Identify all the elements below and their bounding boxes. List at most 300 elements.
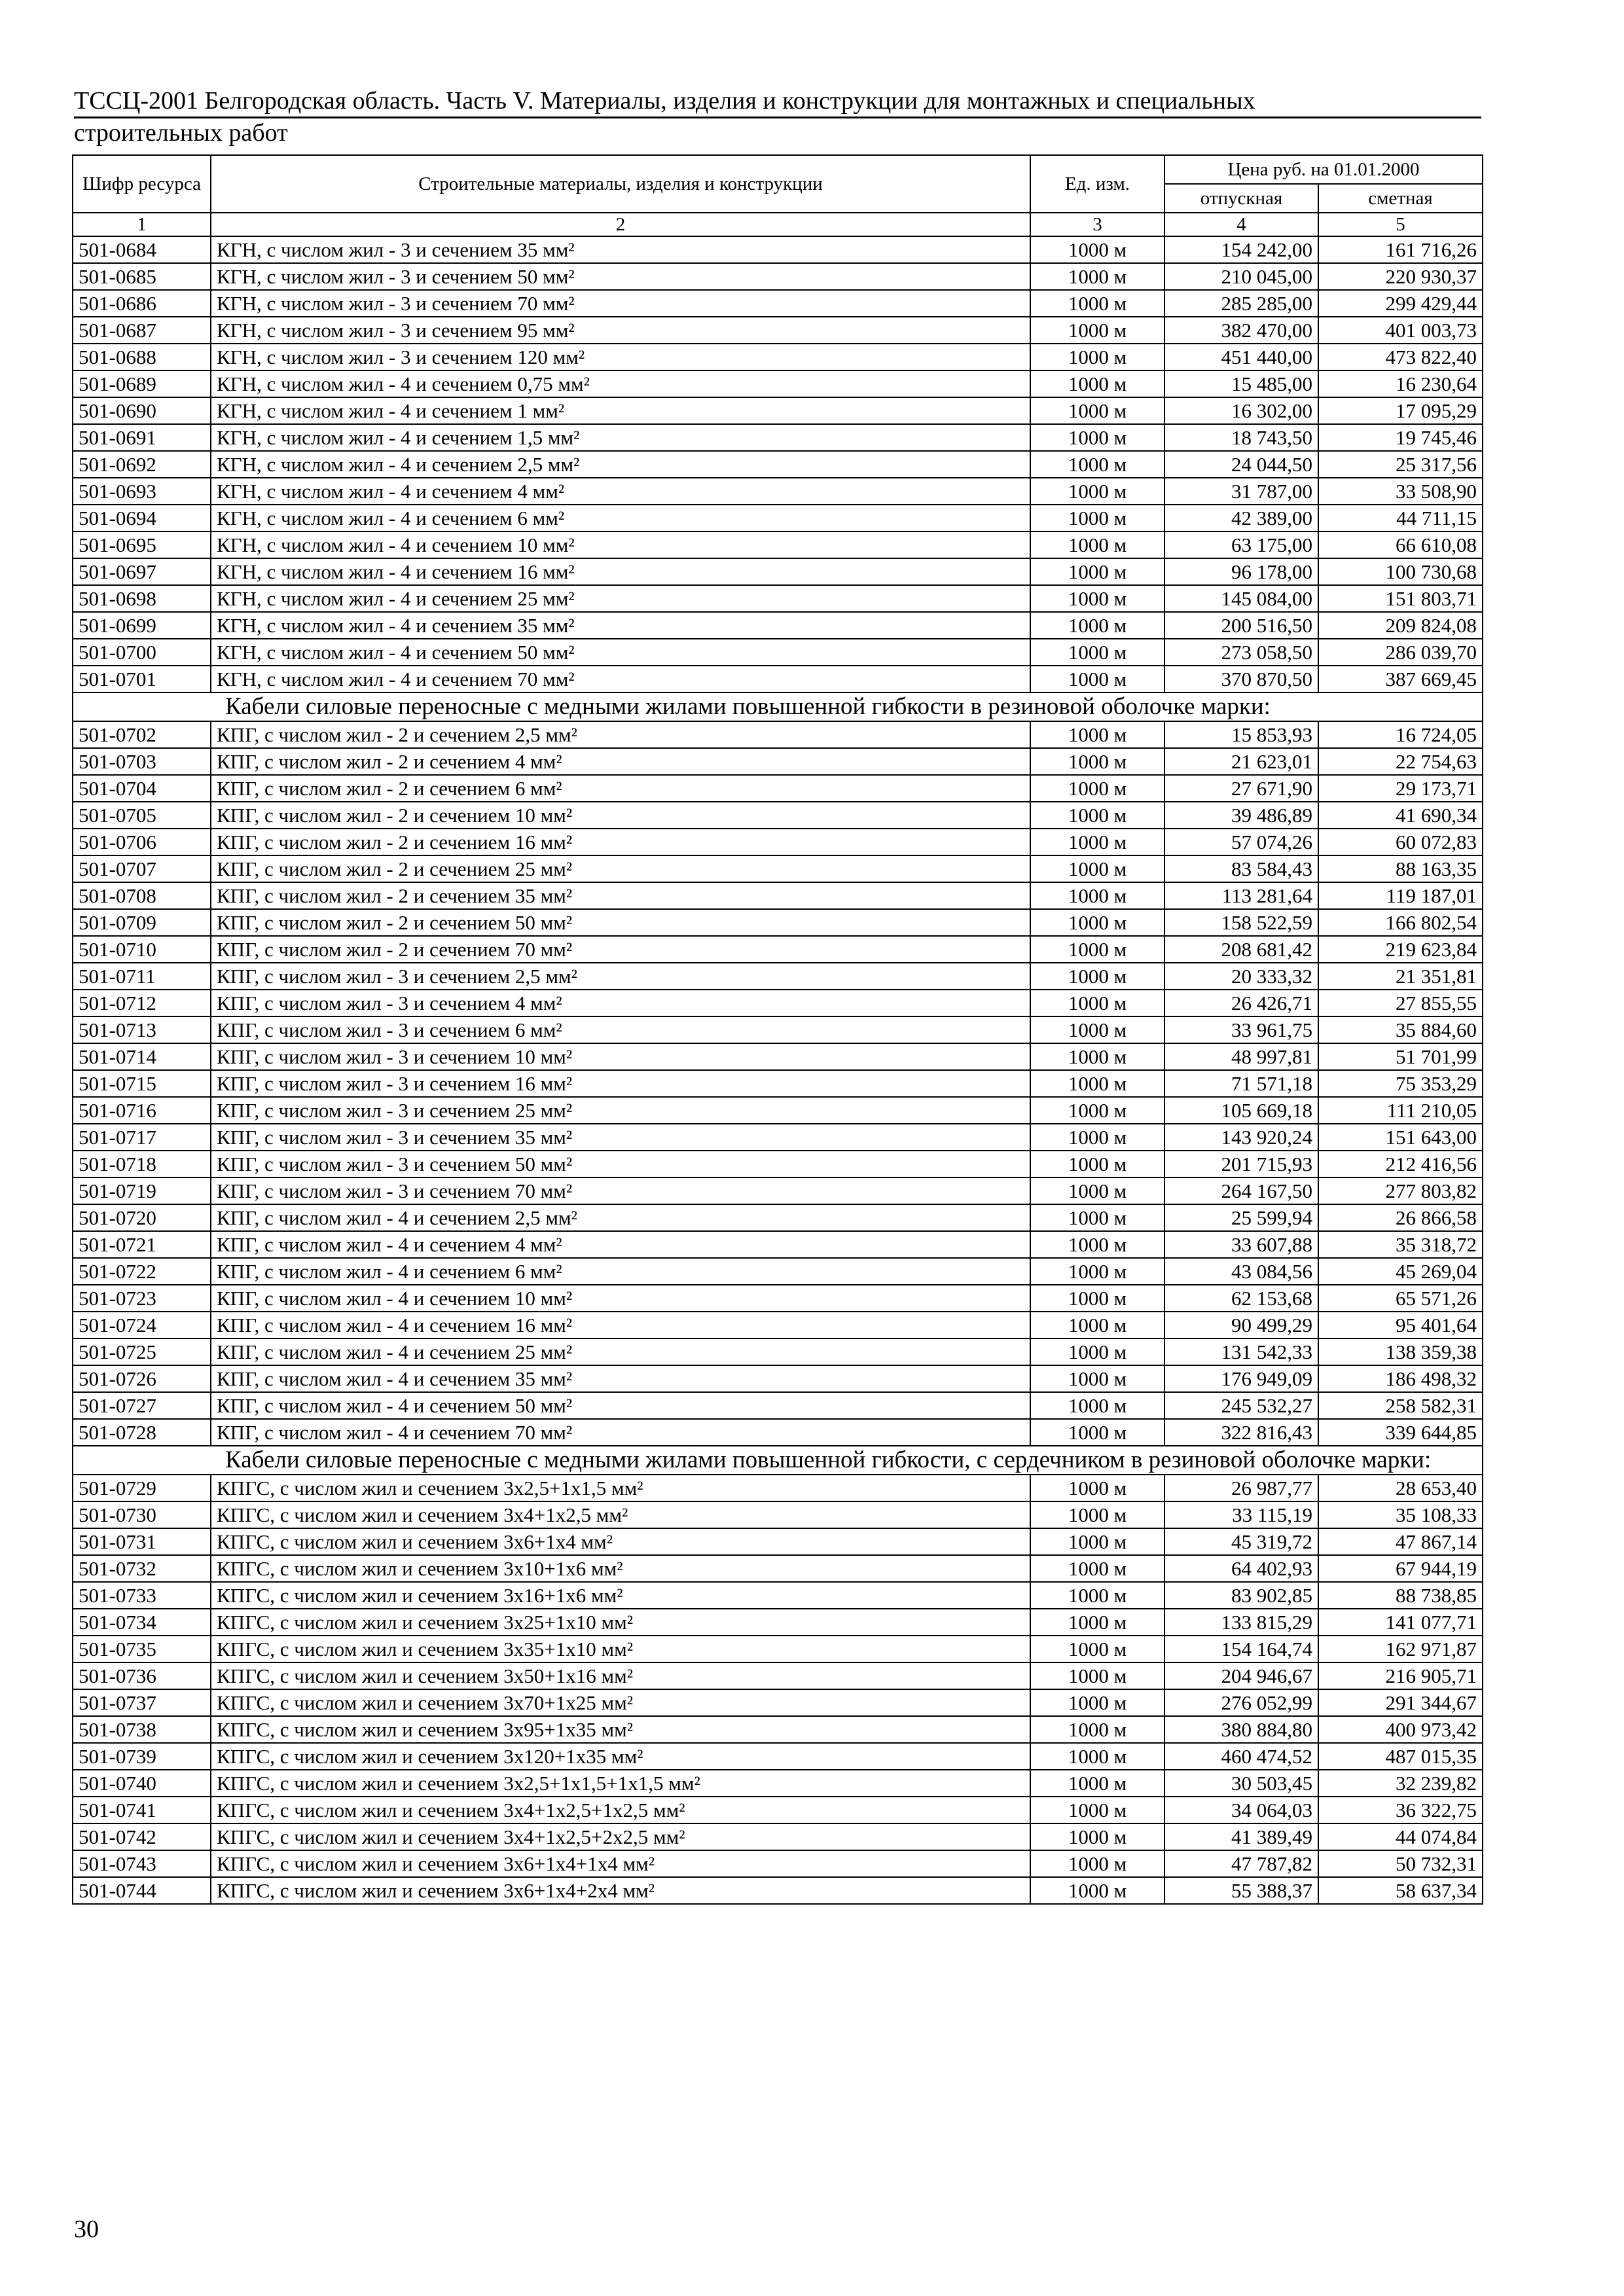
estimate-price-cell: 16 230,64 bbox=[1318, 370, 1483, 397]
material-name-cell: КПГС, с числом жил и сечением 3х35+1х10 мм² bbox=[211, 1636, 1030, 1662]
unit-cell: 1000 м bbox=[1030, 317, 1164, 344]
unit-cell: 1000 м bbox=[1030, 963, 1164, 990]
release-price-cell: 24 044,50 bbox=[1164, 451, 1318, 478]
release-price-cell: 57 074,26 bbox=[1164, 829, 1318, 855]
release-price-cell: 20 333,32 bbox=[1164, 963, 1318, 990]
resource-code-cell: 501-0705 bbox=[73, 802, 211, 829]
table-row bbox=[73, 990, 1483, 1016]
section-title: Кабели силовые переносные с медными жилами повышенной гибкости в резиновой оболочке марки: bbox=[73, 692, 1483, 721]
resource-code-cell: 501-0743 bbox=[73, 1850, 211, 1877]
unit-cell: 1000 м bbox=[1030, 639, 1164, 666]
unit-cell: 1000 м bbox=[1030, 1528, 1164, 1555]
estimate-price-cell: 21 351,81 bbox=[1318, 963, 1483, 990]
estimate-price-cell: 67 944,19 bbox=[1318, 1555, 1483, 1582]
release-price-cell: 33 115,19 bbox=[1164, 1501, 1318, 1528]
table-row bbox=[73, 1797, 1483, 1823]
estimate-price-cell: 88 163,35 bbox=[1318, 855, 1483, 882]
estimate-price-cell: 166 802,54 bbox=[1318, 909, 1483, 936]
material-name-cell: КПГ, с числом жил - 2 и сечением 70 мм² bbox=[211, 936, 1030, 963]
table-row bbox=[73, 1097, 1483, 1124]
release-price-cell: 264 167,50 bbox=[1164, 1177, 1318, 1204]
unit-cell: 1000 м bbox=[1030, 666, 1164, 692]
unit-cell: 1000 м bbox=[1030, 1070, 1164, 1097]
column-number: 2 bbox=[211, 213, 1030, 236]
unit-cell: 1000 м bbox=[1030, 1312, 1164, 1338]
release-price-cell: 34 064,03 bbox=[1164, 1797, 1318, 1823]
resource-code-cell: 501-0699 bbox=[73, 612, 211, 639]
material-name-cell: КПГ, с числом жил - 4 и сечением 16 мм² bbox=[211, 1312, 1030, 1338]
table-row bbox=[73, 1419, 1483, 1446]
unit-cell: 1000 м bbox=[1030, 1555, 1164, 1582]
estimate-price-cell: 58 637,34 bbox=[1318, 1877, 1483, 1904]
material-name-cell: КПГС, с числом жил и сечением 3х95+1х35 мм² bbox=[211, 1716, 1030, 1743]
document-subtitle: строительных работ bbox=[74, 119, 288, 147]
release-price-cell: 15 485,00 bbox=[1164, 370, 1318, 397]
unit-cell: 1000 м bbox=[1030, 290, 1164, 317]
material-name-cell: КПГ, с числом жил - 3 и сечением 2,5 мм² bbox=[211, 963, 1030, 990]
unit-cell: 1000 м bbox=[1030, 829, 1164, 855]
resource-code-cell: 501-0712 bbox=[73, 990, 211, 1016]
material-name-cell: КПГ, с числом жил - 3 и сечением 25 мм² bbox=[211, 1097, 1030, 1124]
release-price-cell: 201 715,93 bbox=[1164, 1151, 1318, 1177]
table-row bbox=[73, 424, 1483, 451]
table-row bbox=[73, 397, 1483, 424]
resource-code-cell: 501-0742 bbox=[73, 1823, 211, 1850]
table-row bbox=[73, 1285, 1483, 1312]
material-name-cell: КПГ, с числом жил - 3 и сечением 35 мм² bbox=[211, 1124, 1030, 1151]
table-row bbox=[73, 1501, 1483, 1528]
table-row bbox=[73, 1365, 1483, 1392]
table-row bbox=[73, 936, 1483, 963]
release-price-cell: 16 302,00 bbox=[1164, 397, 1318, 424]
material-name-cell: КПГ, с числом жил - 2 и сечением 25 мм² bbox=[211, 855, 1030, 882]
release-price-cell: 41 389,49 bbox=[1164, 1823, 1318, 1850]
estimate-price-cell: 35 318,72 bbox=[1318, 1231, 1483, 1258]
column-number: 1 bbox=[73, 213, 211, 236]
release-price-cell: 208 681,42 bbox=[1164, 936, 1318, 963]
table-row bbox=[73, 1177, 1483, 1204]
estimate-price-cell: 33 508,90 bbox=[1318, 478, 1483, 505]
resource-code-cell: 501-0732 bbox=[73, 1555, 211, 1582]
unit-cell: 1000 м bbox=[1030, 370, 1164, 397]
estimate-price-cell: 277 803,82 bbox=[1318, 1177, 1483, 1204]
release-price-cell: 90 499,29 bbox=[1164, 1312, 1318, 1338]
material-name-cell: КПГ, с числом жил - 2 и сечением 2,5 мм² bbox=[211, 721, 1030, 748]
price-table bbox=[72, 154, 1483, 1905]
estimate-price-cell: 138 359,38 bbox=[1318, 1338, 1483, 1365]
table-row bbox=[73, 1070, 1483, 1097]
table-row bbox=[73, 558, 1483, 585]
table-row bbox=[73, 1338, 1483, 1365]
table-row bbox=[73, 236, 1483, 263]
resource-code-cell: 501-0689 bbox=[73, 370, 211, 397]
resource-code-cell: 501-0737 bbox=[73, 1689, 211, 1716]
unit-cell: 1000 м bbox=[1030, 1097, 1164, 1124]
unit-cell: 1000 м bbox=[1030, 1338, 1164, 1365]
table-row bbox=[73, 1475, 1483, 1501]
section-title: Кабели силовые переносные с медными жилами повышенной гибкости, с сердечником в резиновой оболочке марки: bbox=[73, 1446, 1483, 1475]
release-price-cell: 245 532,27 bbox=[1164, 1392, 1318, 1419]
table-row bbox=[73, 829, 1483, 855]
estimate-price-cell: 286 039,70 bbox=[1318, 639, 1483, 666]
resource-code-cell: 501-0724 bbox=[73, 1312, 211, 1338]
unit-cell: 1000 м bbox=[1030, 1475, 1164, 1501]
section-row bbox=[73, 692, 1483, 721]
material-name-cell: КГН, с числом жил - 4 и сечением 35 мм² bbox=[211, 612, 1030, 639]
material-name-cell: КПГС, с числом жил и сечением 3х2,5+1х1,5 мм² bbox=[211, 1475, 1030, 1501]
unit-cell: 1000 м bbox=[1030, 558, 1164, 585]
table-row bbox=[73, 317, 1483, 344]
unit-cell: 1000 м bbox=[1030, 1501, 1164, 1528]
table-row bbox=[73, 612, 1483, 639]
resource-code-cell: 501-0715 bbox=[73, 1070, 211, 1097]
resource-code-cell: 501-0721 bbox=[73, 1231, 211, 1258]
release-price-cell: 63 175,00 bbox=[1164, 531, 1318, 558]
unit-cell: 1000 м bbox=[1030, 612, 1164, 639]
table-row bbox=[73, 1716, 1483, 1743]
table-row bbox=[73, 451, 1483, 478]
resource-code-cell: 501-0690 bbox=[73, 397, 211, 424]
column-number: 4 bbox=[1164, 213, 1318, 236]
release-price-cell: 96 178,00 bbox=[1164, 558, 1318, 585]
unit-cell: 1000 м bbox=[1030, 1204, 1164, 1231]
material-name-cell: КГН, с числом жил - 4 и сечением 10 мм² bbox=[211, 531, 1030, 558]
material-name-cell: КГН, с числом жил - 4 и сечением 16 мм² bbox=[211, 558, 1030, 585]
unit-cell: 1000 м bbox=[1030, 1689, 1164, 1716]
estimate-price-cell: 44 711,15 bbox=[1318, 505, 1483, 531]
unit-cell: 1000 м bbox=[1030, 1124, 1164, 1151]
unit-cell: 1000 м bbox=[1030, 1770, 1164, 1797]
estimate-price-cell: 258 582,31 bbox=[1318, 1392, 1483, 1419]
release-price-cell: 382 470,00 bbox=[1164, 317, 1318, 344]
resource-code-cell: 501-0744 bbox=[73, 1877, 211, 1904]
resource-code-cell: 501-0726 bbox=[73, 1365, 211, 1392]
material-name-cell: КПГС, с числом жил и сечением 3х10+1х6 мм² bbox=[211, 1555, 1030, 1582]
release-price-cell: 45 319,72 bbox=[1164, 1528, 1318, 1555]
material-name-cell: КПГС, с числом жил и сечением 3х4+1х2,5+2х2,5 мм² bbox=[211, 1823, 1030, 1850]
release-price-cell: 285 285,00 bbox=[1164, 290, 1318, 317]
resource-code-cell: 501-0685 bbox=[73, 263, 211, 290]
release-price-cell: 380 884,80 bbox=[1164, 1716, 1318, 1743]
resource-code-cell: 501-0714 bbox=[73, 1043, 211, 1070]
estimate-price-cell: 75 353,29 bbox=[1318, 1070, 1483, 1097]
resource-code-cell: 501-0725 bbox=[73, 1338, 211, 1365]
unit-cell: 1000 м bbox=[1030, 1636, 1164, 1662]
release-price-cell: 131 542,33 bbox=[1164, 1338, 1318, 1365]
estimate-price-cell: 162 971,87 bbox=[1318, 1636, 1483, 1662]
resource-code-cell: 501-0684 bbox=[73, 236, 211, 263]
estimate-price-cell: 209 824,08 bbox=[1318, 612, 1483, 639]
unit-cell: 1000 м bbox=[1030, 478, 1164, 505]
estimate-price-cell: 141 077,71 bbox=[1318, 1609, 1483, 1636]
release-price-cell: 200 516,50 bbox=[1164, 612, 1318, 639]
resource-code-cell: 501-0728 bbox=[73, 1419, 211, 1446]
material-name-cell: КГН, с числом жил - 3 и сечением 95 мм² bbox=[211, 317, 1030, 344]
estimate-price-cell: 161 716,26 bbox=[1318, 236, 1483, 263]
material-name-cell: КПГ, с числом жил - 4 и сечением 10 мм² bbox=[211, 1285, 1030, 1312]
table-row bbox=[73, 639, 1483, 666]
estimate-price-cell: 27 855,55 bbox=[1318, 990, 1483, 1016]
unit-cell: 1000 м bbox=[1030, 936, 1164, 963]
unit-cell: 1000 м bbox=[1030, 263, 1164, 290]
resource-code-cell: 501-0697 bbox=[73, 558, 211, 585]
material-name-cell: КПГС, с числом жил и сечением 3х4+1х2,5+1х2,5 мм² bbox=[211, 1797, 1030, 1823]
release-price-cell: 83 584,43 bbox=[1164, 855, 1318, 882]
release-price-cell: 64 402,93 bbox=[1164, 1555, 1318, 1582]
resource-code-cell: 501-0686 bbox=[73, 290, 211, 317]
estimate-price-cell: 387 669,45 bbox=[1318, 666, 1483, 692]
unit-cell: 1000 м bbox=[1030, 1285, 1164, 1312]
resource-code-cell: 501-0708 bbox=[73, 882, 211, 909]
resource-code-cell: 501-0720 bbox=[73, 1204, 211, 1231]
release-price-cell: 15 853,93 bbox=[1164, 721, 1318, 748]
estimate-price-cell: 32 239,82 bbox=[1318, 1770, 1483, 1797]
table-row bbox=[73, 344, 1483, 370]
release-price-cell: 204 946,67 bbox=[1164, 1662, 1318, 1689]
unit-cell: 1000 м bbox=[1030, 748, 1164, 775]
estimate-price-cell: 400 973,42 bbox=[1318, 1716, 1483, 1743]
material-name-cell: КПГ, с числом жил - 3 и сечением 50 мм² bbox=[211, 1151, 1030, 1177]
resource-code-cell: 501-0723 bbox=[73, 1285, 211, 1312]
release-price-cell: 25 599,94 bbox=[1164, 1204, 1318, 1231]
estimate-price-cell: 47 867,14 bbox=[1318, 1528, 1483, 1555]
resource-code-cell: 501-0692 bbox=[73, 451, 211, 478]
table-row bbox=[73, 909, 1483, 936]
code-column-header: Шифр ресурса bbox=[73, 155, 211, 213]
unit-cell: 1000 м bbox=[1030, 1043, 1164, 1070]
material-name-cell: КПГС, с числом жил и сечением 3х6+1х4 мм² bbox=[211, 1528, 1030, 1555]
estimate-price-cell: 25 317,56 bbox=[1318, 451, 1483, 478]
unit-cell: 1000 м bbox=[1030, 1609, 1164, 1636]
material-name-cell: КПГС, с числом жил и сечением 3х25+1х10 мм² bbox=[211, 1609, 1030, 1636]
section-row bbox=[73, 1446, 1483, 1475]
material-name-cell: КПГ, с числом жил - 4 и сечением 6 мм² bbox=[211, 1258, 1030, 1285]
release-price-cell: 47 787,82 bbox=[1164, 1850, 1318, 1877]
estimate-price-cell: 16 724,05 bbox=[1318, 721, 1483, 748]
release-price-cell: 30 503,45 bbox=[1164, 1770, 1318, 1797]
release-price-cell: 105 669,18 bbox=[1164, 1097, 1318, 1124]
material-name-cell: КГН, с числом жил - 3 и сечением 70 мм² bbox=[211, 290, 1030, 317]
estimate-price-cell: 151 803,71 bbox=[1318, 585, 1483, 612]
resource-code-cell: 501-0700 bbox=[73, 639, 211, 666]
resource-code-cell: 501-0703 bbox=[73, 748, 211, 775]
resource-code-cell: 501-0701 bbox=[73, 666, 211, 692]
table-row bbox=[73, 855, 1483, 882]
estimate-price-cell: 216 905,71 bbox=[1318, 1662, 1483, 1689]
unit-cell: 1000 м bbox=[1030, 397, 1164, 424]
estimate-price-cell: 111 210,05 bbox=[1318, 1097, 1483, 1124]
resource-code-cell: 501-0719 bbox=[73, 1177, 211, 1204]
column-number: 5 bbox=[1318, 213, 1483, 236]
resource-code-cell: 501-0735 bbox=[73, 1636, 211, 1662]
table-row bbox=[73, 963, 1483, 990]
release-price-cell: 176 949,09 bbox=[1164, 1365, 1318, 1392]
release-price-cell: 143 920,24 bbox=[1164, 1124, 1318, 1151]
estimate-price-cell: 17 095,29 bbox=[1318, 397, 1483, 424]
table-row bbox=[73, 1258, 1483, 1285]
unit-cell: 1000 м bbox=[1030, 909, 1164, 936]
estimate-price-cell: 186 498,32 bbox=[1318, 1365, 1483, 1392]
resource-code-cell: 501-0741 bbox=[73, 1797, 211, 1823]
page-number: 30 bbox=[74, 2215, 99, 2243]
material-name-cell: КПГС, с числом жил и сечением 3х6+1х4+1х4 мм² bbox=[211, 1850, 1030, 1877]
release-price-cell: 273 058,50 bbox=[1164, 639, 1318, 666]
table-row bbox=[73, 666, 1483, 692]
material-name-cell: КГН, с числом жил - 4 и сечением 6 мм² bbox=[211, 505, 1030, 531]
estimate-price-cell: 401 003,73 bbox=[1318, 317, 1483, 344]
resource-code-cell: 501-0711 bbox=[73, 963, 211, 990]
material-name-cell: КПГ, с числом жил - 3 и сечением 16 мм² bbox=[211, 1070, 1030, 1097]
resource-code-cell: 501-0730 bbox=[73, 1501, 211, 1528]
release-price-cell: 370 870,50 bbox=[1164, 666, 1318, 692]
estimate-price-cell: 219 623,84 bbox=[1318, 936, 1483, 963]
resource-code-cell: 501-0691 bbox=[73, 424, 211, 451]
release-price-cell: 31 787,00 bbox=[1164, 478, 1318, 505]
unit-cell: 1000 м bbox=[1030, 882, 1164, 909]
material-name-cell: КПГС, с числом жил и сечением 3х120+1х35 мм² bbox=[211, 1743, 1030, 1770]
name-column-header: Строительные материалы, изделия и конструкции bbox=[211, 155, 1030, 213]
resource-code-cell: 501-0693 bbox=[73, 478, 211, 505]
estimate-price-cell: 50 732,31 bbox=[1318, 1850, 1483, 1877]
estimate-price-cell: 339 644,85 bbox=[1318, 1419, 1483, 1446]
material-name-cell: КГН, с числом жил - 4 и сечением 1,5 мм² bbox=[211, 424, 1030, 451]
resource-code-cell: 501-0736 bbox=[73, 1662, 211, 1689]
release-price-cell: 210 045,00 bbox=[1164, 263, 1318, 290]
table-row bbox=[73, 370, 1483, 397]
resource-code-cell: 501-0718 bbox=[73, 1151, 211, 1177]
material-name-cell: КГН, с числом жил - 4 и сечением 4 мм² bbox=[211, 478, 1030, 505]
unit-cell: 1000 м bbox=[1030, 1177, 1164, 1204]
release-price-cell: 33 961,75 bbox=[1164, 1016, 1318, 1043]
estimate-price-cell: 36 322,75 bbox=[1318, 1797, 1483, 1823]
release-price-header: отпускная bbox=[1164, 184, 1318, 213]
release-price-cell: 460 474,52 bbox=[1164, 1743, 1318, 1770]
resource-code-cell: 501-0688 bbox=[73, 344, 211, 370]
unit-cell: 1000 м bbox=[1030, 1392, 1164, 1419]
unit-cell: 1000 м bbox=[1030, 1365, 1164, 1392]
resource-code-cell: 501-0739 bbox=[73, 1743, 211, 1770]
table-body bbox=[73, 236, 1483, 1904]
resource-code-cell: 501-0694 bbox=[73, 505, 211, 531]
table-row bbox=[73, 1204, 1483, 1231]
material-name-cell: КПГ, с числом жил - 4 и сечением 70 мм² bbox=[211, 1419, 1030, 1446]
material-name-cell: КПГ, с числом жил - 2 и сечением 10 мм² bbox=[211, 802, 1030, 829]
material-name-cell: КПГС, с числом жил и сечением 3х2,5+1х1,5+1х1,5 мм² bbox=[211, 1770, 1030, 1797]
material-name-cell: КГН, с числом жил - 4 и сечением 25 мм² bbox=[211, 585, 1030, 612]
estimate-price-header: сметная bbox=[1318, 184, 1483, 213]
table-row bbox=[73, 721, 1483, 748]
estimate-price-cell: 51 701,99 bbox=[1318, 1043, 1483, 1070]
release-price-cell: 154 164,74 bbox=[1164, 1636, 1318, 1662]
unit-cell: 1000 м bbox=[1030, 1231, 1164, 1258]
table-row bbox=[73, 802, 1483, 829]
column-number: 3 bbox=[1030, 213, 1164, 236]
unit-cell: 1000 м bbox=[1030, 236, 1164, 263]
table-row bbox=[73, 585, 1483, 612]
resource-code-cell: 501-0704 bbox=[73, 775, 211, 802]
table-row bbox=[73, 1043, 1483, 1070]
resource-code-cell: 501-0716 bbox=[73, 1097, 211, 1124]
resource-code-cell: 501-0738 bbox=[73, 1716, 211, 1743]
table-row bbox=[73, 1016, 1483, 1043]
material-name-cell: КПГ, с числом жил - 4 и сечением 25 мм² bbox=[211, 1338, 1030, 1365]
table-header bbox=[73, 155, 1483, 236]
release-price-cell: 42 389,00 bbox=[1164, 505, 1318, 531]
estimate-price-cell: 473 822,40 bbox=[1318, 344, 1483, 370]
estimate-price-cell: 29 173,71 bbox=[1318, 775, 1483, 802]
table-row bbox=[73, 1662, 1483, 1689]
release-price-cell: 276 052,99 bbox=[1164, 1689, 1318, 1716]
estimate-price-cell: 151 643,00 bbox=[1318, 1124, 1483, 1151]
table-row bbox=[73, 1392, 1483, 1419]
resource-code-cell: 501-0709 bbox=[73, 909, 211, 936]
unit-column-header: Ед. изм. bbox=[1030, 155, 1164, 213]
table-row bbox=[73, 775, 1483, 802]
unit-cell: 1000 м bbox=[1030, 775, 1164, 802]
unit-cell: 1000 м bbox=[1030, 1662, 1164, 1689]
estimate-price-cell: 119 187,01 bbox=[1318, 882, 1483, 909]
unit-cell: 1000 м bbox=[1030, 531, 1164, 558]
release-price-cell: 26 426,71 bbox=[1164, 990, 1318, 1016]
resource-code-cell: 501-0733 bbox=[73, 1582, 211, 1609]
resource-code-cell: 501-0707 bbox=[73, 855, 211, 882]
material-name-cell: КГН, с числом жил - 4 и сечением 70 мм² bbox=[211, 666, 1030, 692]
material-name-cell: КПГС, с числом жил и сечением 3х50+1х16 мм² bbox=[211, 1662, 1030, 1689]
document-title: ТССЦ-2001 Белгородская область. Часть V. Материалы, изделия и конструкции для монтажных и специальных bbox=[74, 86, 1481, 118]
material-name-cell: КГН, с числом жил - 4 и сечением 50 мм² bbox=[211, 639, 1030, 666]
table-row bbox=[73, 1312, 1483, 1338]
table-row bbox=[73, 1877, 1483, 1904]
table-row bbox=[73, 1743, 1483, 1770]
material-name-cell: КПГС, с числом жил и сечением 3х4+1х2,5 мм² bbox=[211, 1501, 1030, 1528]
unit-cell: 1000 м bbox=[1030, 585, 1164, 612]
unit-cell: 1000 м bbox=[1030, 990, 1164, 1016]
estimate-price-cell: 66 610,08 bbox=[1318, 531, 1483, 558]
release-price-cell: 62 153,68 bbox=[1164, 1285, 1318, 1312]
estimate-price-cell: 41 690,34 bbox=[1318, 802, 1483, 829]
unit-cell: 1000 м bbox=[1030, 1016, 1164, 1043]
material-name-cell: КПГС, с числом жил и сечением 3х16+1х6 мм² bbox=[211, 1582, 1030, 1609]
material-name-cell: КГН, с числом жил - 4 и сечением 0,75 мм² bbox=[211, 370, 1030, 397]
estimate-price-cell: 299 429,44 bbox=[1318, 290, 1483, 317]
table-row bbox=[73, 1770, 1483, 1797]
table-row bbox=[73, 478, 1483, 505]
resource-code-cell: 501-0722 bbox=[73, 1258, 211, 1285]
release-price-cell: 43 084,56 bbox=[1164, 1258, 1318, 1285]
resource-code-cell: 501-0706 bbox=[73, 829, 211, 855]
resource-code-cell: 501-0740 bbox=[73, 1770, 211, 1797]
table-row bbox=[73, 1850, 1483, 1877]
table-row bbox=[73, 1528, 1483, 1555]
unit-cell: 1000 м bbox=[1030, 344, 1164, 370]
unit-cell: 1000 м bbox=[1030, 1151, 1164, 1177]
material-name-cell: КПГ, с числом жил - 3 и сечением 6 мм² bbox=[211, 1016, 1030, 1043]
unit-cell: 1000 м bbox=[1030, 1716, 1164, 1743]
resource-code-cell: 501-0698 bbox=[73, 585, 211, 612]
material-name-cell: КГН, с числом жил - 3 и сечением 50 мм² bbox=[211, 263, 1030, 290]
release-price-cell: 55 388,37 bbox=[1164, 1877, 1318, 1904]
estimate-price-cell: 45 269,04 bbox=[1318, 1258, 1483, 1285]
release-price-cell: 48 997,81 bbox=[1164, 1043, 1318, 1070]
material-name-cell: КПГ, с числом жил - 4 и сечением 50 мм² bbox=[211, 1392, 1030, 1419]
table-row bbox=[73, 1609, 1483, 1636]
material-name-cell: КПГ, с числом жил - 3 и сечением 4 мм² bbox=[211, 990, 1030, 1016]
resource-code-cell: 501-0731 bbox=[73, 1528, 211, 1555]
release-price-cell: 154 242,00 bbox=[1164, 236, 1318, 263]
estimate-price-cell: 28 653,40 bbox=[1318, 1475, 1483, 1501]
material-name-cell: КПГ, с числом жил - 3 и сечением 10 мм² bbox=[211, 1043, 1030, 1070]
material-name-cell: КПГ, с числом жил - 4 и сечением 2,5 мм² bbox=[211, 1204, 1030, 1231]
